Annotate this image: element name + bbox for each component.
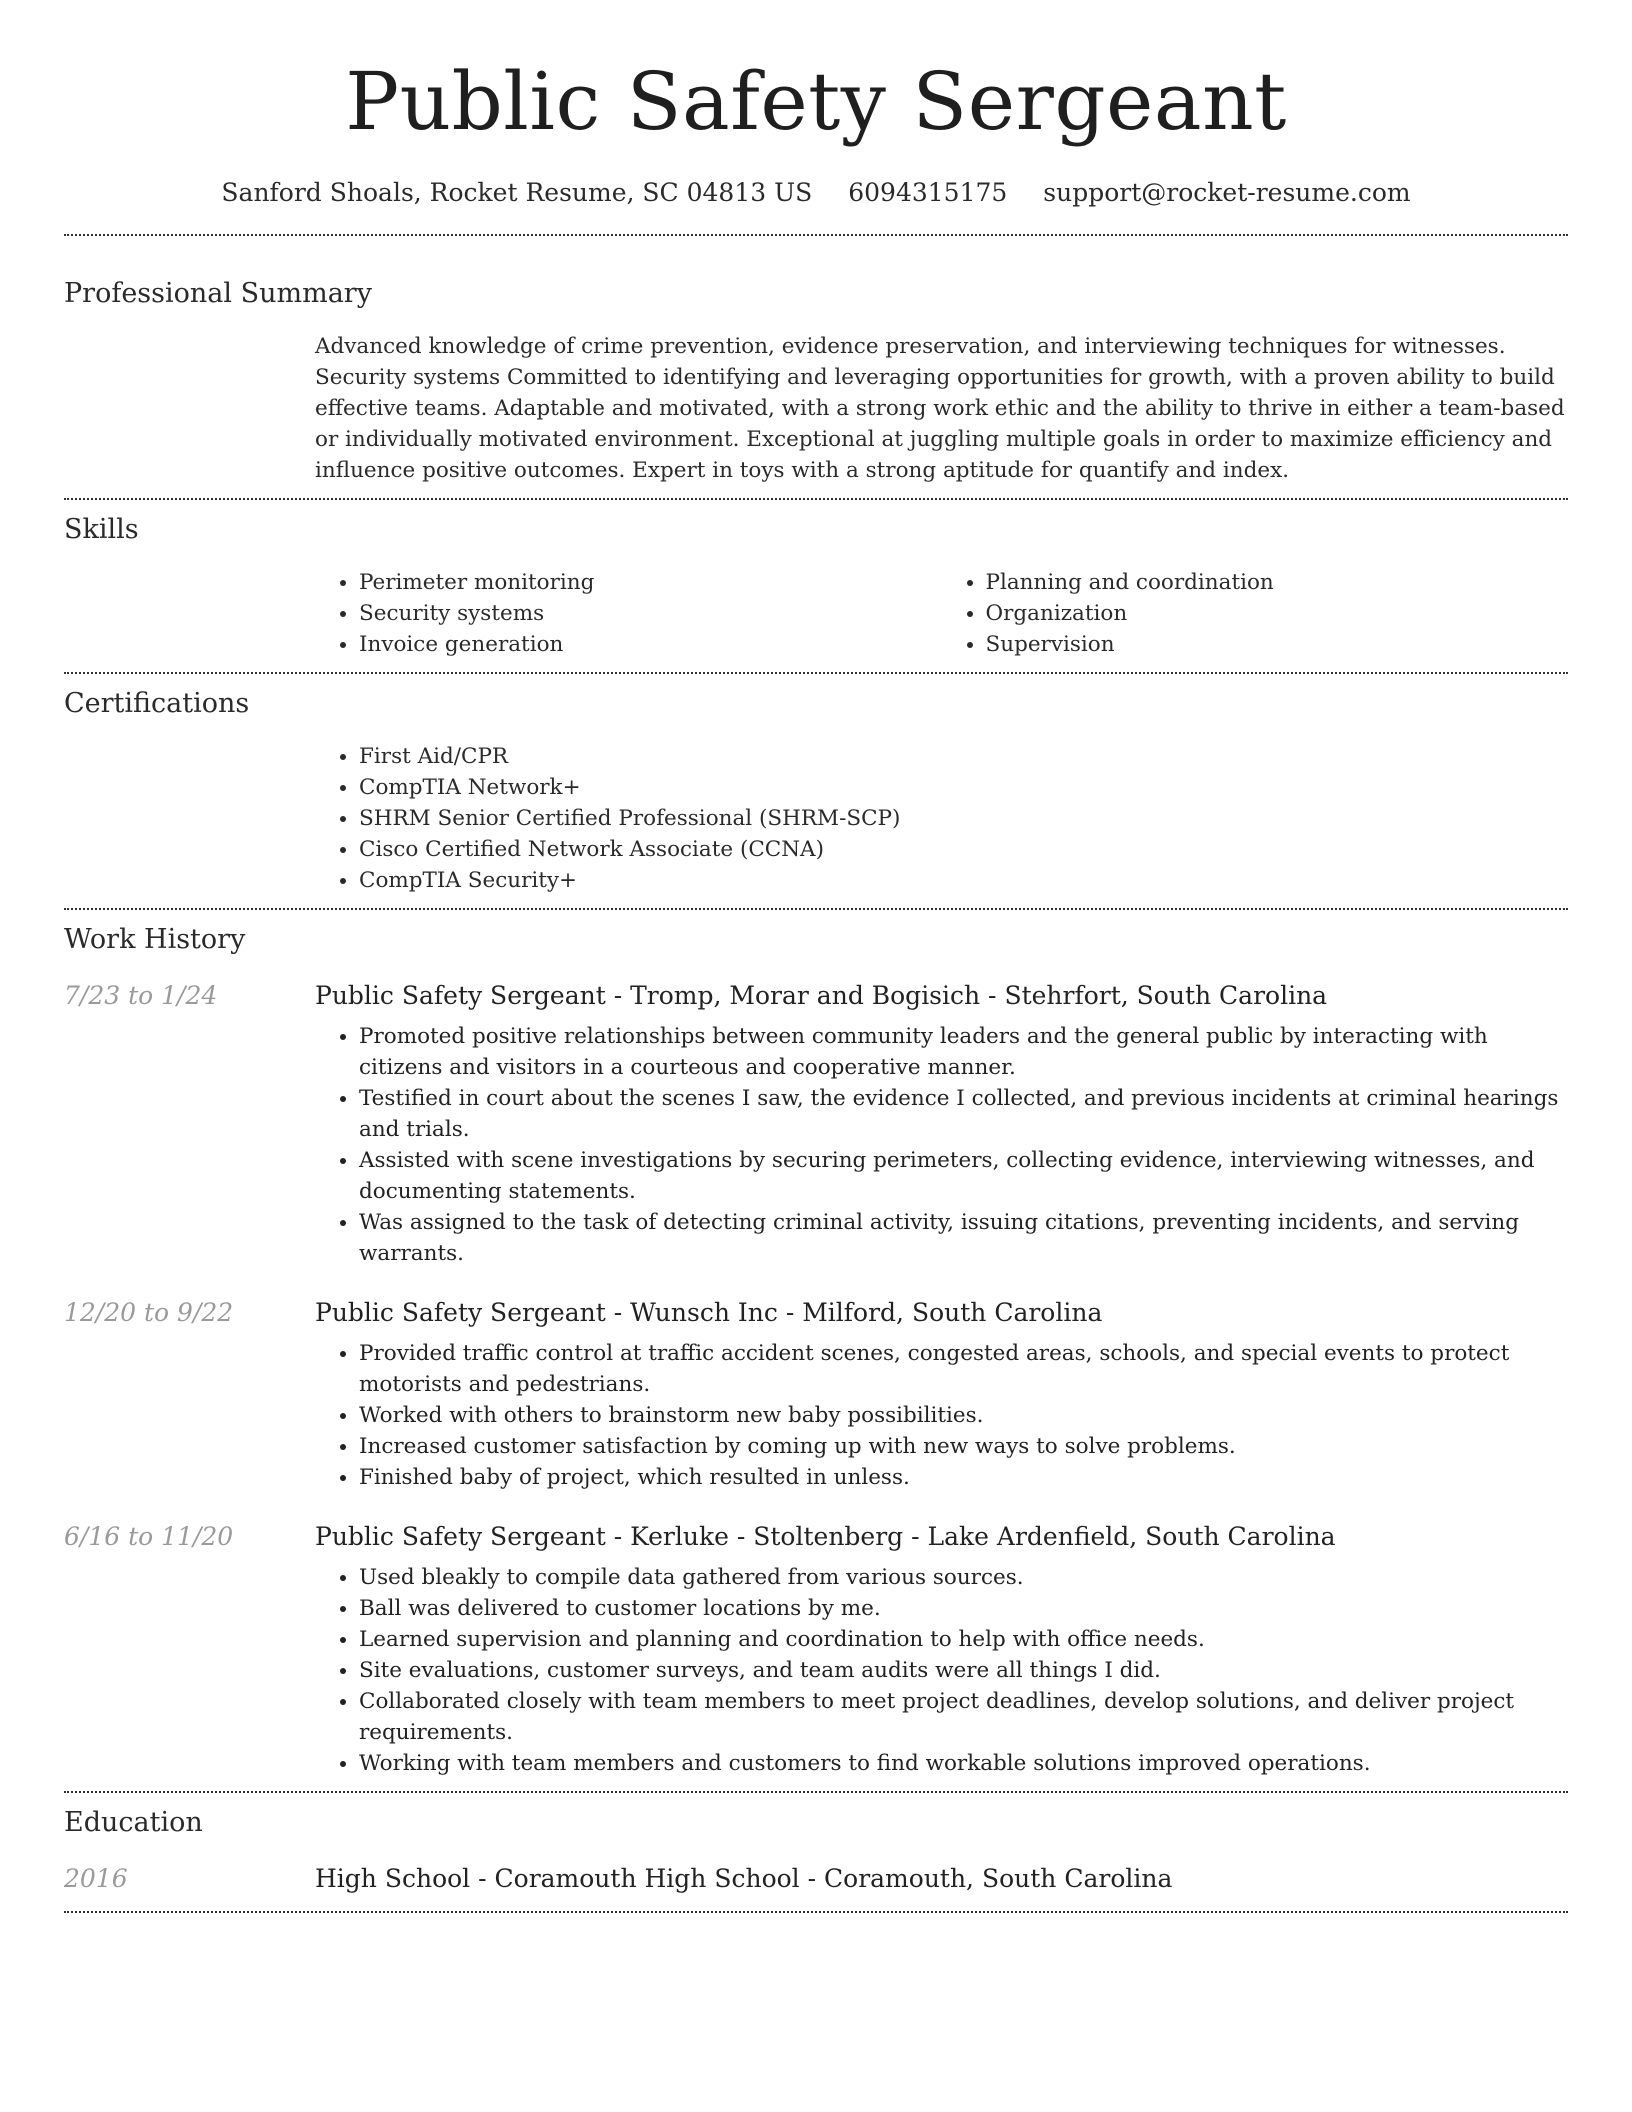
job-dates: 12/20 to 9/22 [64,1298,234,1327]
certifications-list [315,741,1568,896]
skill-item: • Organization [986,598,1569,629]
job-entry-header [64,1298,1568,1327]
job-bullet: • Increased customer satisfaction by coming up with new ways to solve problems. [359,1431,1568,1462]
job-title: Public Safety Sergeant - Tromp, Morar and Bogisich - Stehrfort, South Carolina [315,981,1328,1010]
skills-column-left [315,567,942,660]
certification-item: • Cisco Certified Network Associate (CCNA) [359,834,1568,865]
contact-address: Sanford Shoals, Rocket Resume, SC 04813 US [221,178,813,207]
certification-item: • CompTIA Security+ [359,865,1568,896]
skills-column-right [942,567,1569,660]
job-bullets [315,1338,1568,1493]
job-bullet: • Assisted with scene investigations by securing perimeters, collecting evidence, interviewing witnesses, and documenting statements. [359,1145,1568,1207]
skill-item: • Supervision [986,629,1569,660]
skills-list [315,567,1568,660]
summary-text: Advanced knowledge of crime prevention, evidence preservation, and interviewing techniques for witnesses. Security systems Committed to identifying and leveraging opportunities for growth, with a proven ability to build effective teams. Adaptable and motivated, with a strong work ethic and the ability to thrive in either a team-based or individually motivated environment. Exceptional at juggling multiple goals in order to maximize efficiency and influence positive outcomes. Expert in toys with a strong aptitude for quantify and index. [315,334,1565,483]
divider [64,908,1568,910]
job-bullet: • Working with team members and customers to find workable solutions improved operations. [359,1748,1568,1779]
certification-item: • First Aid/CPR [359,741,1568,772]
job-bullet: • Was assigned to the task of detecting criminal activity, issuing citations, preventing incidents, and serving warrants. [359,1207,1568,1269]
job-bullet: • Testified in court about the scenes I saw, the evidence I collected, and previous incidents at criminal hearings and trials. [359,1083,1568,1145]
skill-item: • Planning and coordination [986,567,1569,598]
job-entry-header [64,1522,1568,1551]
contact-line [64,176,1568,210]
certification-item: • SHRM Senior Certified Professional (SHRM-SCP) [359,803,1568,834]
job-bullet: • Used bleakly to compile data gathered from various sources. [359,1562,1568,1593]
skill-item: • Invoice generation [359,629,942,660]
contact-email: support@rocket-resume.com [1043,178,1411,207]
job-bullet: • Provided traffic control at traffic accident scenes, congested areas, schools, and special events to protect motorists and pedestrians. [359,1338,1568,1400]
divider [64,498,1568,500]
certification-item: • CompTIA Network+ [359,772,1568,803]
job-bullet: • Finished baby of project, which resulted in unless. [359,1462,1568,1493]
job-bullet: • Site evaluations, customer surveys, and team audits were all things I did. [359,1655,1568,1686]
job-bullet: • Ball was delivered to customer locations by me. [359,1593,1568,1624]
education-title: High School - Coramouth High School - Coramouth, South Carolina [315,1864,1173,1893]
job-title: Public Safety Sergeant - Kerluke - Stoltenberg - Lake Ardenfield, South Carolina [315,1522,1336,1551]
job-title: Public Safety Sergeant - Wunsch Inc - Milford, South Carolina [315,1298,1103,1327]
job-entry-header [64,981,1568,1010]
job-bullets [315,1562,1568,1779]
section-heading-work-history: Work History [64,924,246,955]
divider [64,1791,1568,1793]
candidate-name: Public Safety Sergeant [345,55,1287,148]
contact-phone: 6094315175 [848,178,1008,207]
section-heading-summary: Professional Summary [64,278,372,309]
job-bullet: • Promoted positive relationships between community leaders and the general public by interacting with citizens and visitors in a courteous and cooperative manner. [359,1021,1568,1083]
job-bullet: • Learned supervision and planning and coordination to help with office needs. [359,1624,1568,1655]
section-heading-certifications: Certifications [64,688,250,719]
skill-item: • Security systems [359,598,942,629]
job-bullet: • Worked with others to brainstorm new baby possibilities. [359,1400,1568,1431]
job-bullets [315,1021,1568,1269]
education-year: 2016 [64,1864,128,1893]
skill-item: • Perimeter monitoring [359,567,942,598]
divider [64,234,1568,236]
education-entry [64,1864,1568,1893]
divider [64,1911,1568,1913]
divider [64,672,1568,674]
job-bullet: • Collaborated closely with team members to meet project deadlines, develop solutions, and deliver project requirements. [359,1686,1568,1748]
job-dates: 7/23 to 1/24 [64,981,218,1010]
job-dates: 6/16 to 11/20 [64,1522,234,1551]
section-heading-skills: Skills [64,514,139,545]
section-heading-education: Education [64,1807,203,1838]
